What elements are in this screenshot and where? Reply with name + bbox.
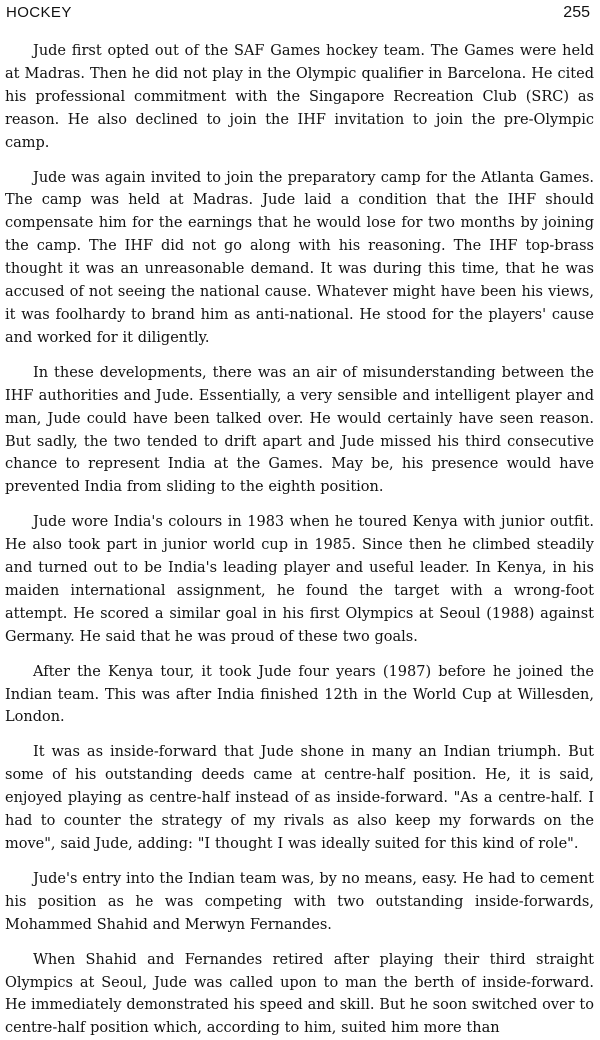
paragraph-misunderstanding: In these developments, there was an air of misunderstanding between the IHF authorities and Jude. Essentially, a very sensible and intelligent player and man, Jude could have been talked over. He would certainly have seen reason. But sadly, the two tended to drift apart and Jude missed his third consecutive chance to represent India at the Games. May be, his presence would have prevented India from sliding to the eighth position. [5, 364, 594, 496]
paragraph-atlanta-camp: Jude was again invited to join the preparatory camp for the Atlanta Games. The camp was held at Madras. Jude laid a condition that the IHF should compensate him for the earnings that he would lose for two months by joining the camp. The IHF did not go along with his reasoning. The IHF top-brass thought it was an unreasonable demand. It was during this time, that he was accused of not seeing the national cause. Whatever might have been his views, it was foolhardy to brand him as anti-national. He stood for the players' cause and worked for it diligently. [5, 169, 594, 346]
running-title: HOCKEY [6, 4, 72, 21]
paragraph-kenya-tour: After the Kenya tour, it took Jude four years (1987) before he joined the Indian team. This was after India finished 12th in the World Cup at Willesden, London. [5, 663, 594, 726]
paragraph-team-entry: Jude's entry into the Indian team was, by no means, easy. He had to cement his position as he was competing with two outstanding inside-forwards, Mohammed Shahid and Merwyn Fernandes. [5, 870, 594, 933]
running-head [6, 4, 590, 28]
paragraph-inside-forward: It was as inside-forward that Jude shone in many an Indian triumph. But some of his outstanding deeds came at centre-half position. He, it is said, enjoyed playing as centre-half instead of as inside-forward. "As a centre-half. I had to counter the strategy of my rivals as also keep my forwards on the move", said Jude, adding: "I thought I was ideally suited for this kind of role". [5, 744, 594, 852]
body-text [5, 40, 594, 1040]
paragraph-saf-games: Jude first opted out of the SAF Games hockey team. The Games were held at Madras. Then he did not play in the Olympic qualifier in Barcelona. He cited his professional commitment with the Singapore Recreation Club (SRC) as reason. He also declined to join the IHF invitation to join the pre-Olympic camp. [5, 43, 594, 151]
paragraph-india-colours: Jude wore India's colours in 1983 when he toured Kenya with junior outfit. He also took part in junior world cup in 1985. Since then he climbed steadily and turned out to be India's leading player and useful leader. In Kenya, in his maiden international assignment, he found the target with a wrong-foot attempt. He scored a similar goal in his first Olympics at Seoul (1988) against Germany. He said that he was proud of these two goals. [5, 514, 594, 645]
page-number: 255 [563, 4, 590, 21]
paragraph-shahid-fernandes: When Shahid and Fernandes retired after playing their third straight Olympics at Seoul, Jude was called upon to man the berth of inside-forward. He immediately demonstrated his speed and skill. But he soon switched over to centre-half position which, according to him, suited him more than [5, 951, 594, 1037]
